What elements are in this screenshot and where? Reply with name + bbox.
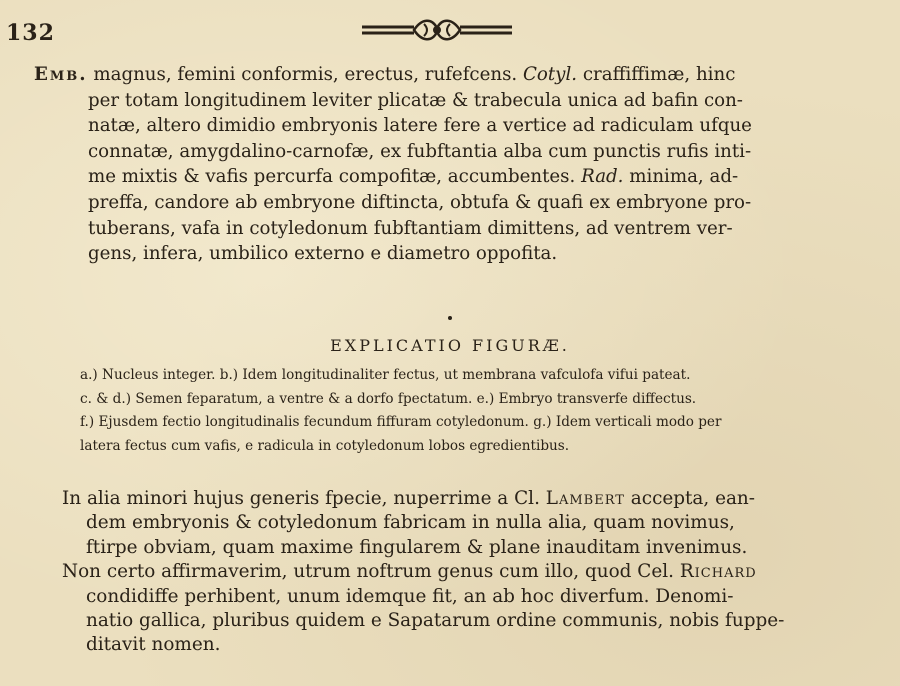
text-line xyxy=(34,62,890,88)
text-run: Cotyl. xyxy=(523,64,578,85)
text-line xyxy=(62,585,890,609)
text-run: connatæ, amygdalino-carnofæ, ex fubftantia alba cum punctis rufis inti- xyxy=(88,140,752,162)
text-run: preffa, candore ab embryone diftincta, obtufa & quafi ex embryone pro- xyxy=(88,191,752,213)
explanation-line: a.) Nucleus integer. b.) Idem longitudinaliter fectus, ut membrana vafculofa vifui pateat. xyxy=(80,367,691,383)
text-line xyxy=(62,487,890,511)
text-line xyxy=(34,88,890,114)
text-line xyxy=(62,560,890,584)
text-run: gens, infera, umbilico externo e diametro oppofita. xyxy=(88,243,558,265)
text-line xyxy=(62,633,890,657)
figure-explanation xyxy=(80,364,888,458)
text-run: condidiffe perhibent, unum idemque fit, an ab hoc diverfum. Denomi- xyxy=(86,585,734,607)
text-line xyxy=(34,164,890,190)
text-run: me mixtis & vafis percurfa compofitæ, accumbentes. xyxy=(88,166,582,188)
text-line xyxy=(34,190,890,216)
explanation-line: c. & d.) Semen feparatum, a ventre & a dorfo fpectatum. e.) Embryo transverfe diffectus. xyxy=(80,390,697,407)
text-line xyxy=(34,139,890,165)
text-run: Rad. xyxy=(581,166,624,188)
text-run: dem embryonis & cotyledonum fabricam in nulla alia, quam novimus, xyxy=(86,512,735,534)
embryo-description-paragraph xyxy=(34,62,890,267)
text-run: ditavit nomen. xyxy=(86,634,221,656)
text-run: Richard xyxy=(679,561,757,583)
text-line xyxy=(62,536,890,560)
text-run: minima, ad- xyxy=(623,166,739,188)
text-run: accepta, ean- xyxy=(624,488,755,509)
text-run: natio gallica, pluribus quidem e Sapatarum ordine communis, nobis fuppe- xyxy=(86,610,785,632)
text-run: Non certo affirmaverim, utrum noftrum genus cum illo, quod Cel. xyxy=(62,561,680,583)
text-run: tuberans, vafa in cotyledonum fubftantiam dimittens, ad ventrem ver- xyxy=(88,217,733,239)
heading-dot xyxy=(448,316,452,320)
text-run: In alia minori hujus generis fpecie, nuperrime a Cl. xyxy=(62,488,546,509)
text-run: natæ, altero dimidio embryonis latere fere a vertice ad radiculam ufque xyxy=(88,115,752,137)
text-run: magnus, femini conformis, erectus, rufefcens. xyxy=(87,64,523,85)
text-run: Emb. xyxy=(34,64,88,85)
text-line xyxy=(62,511,890,535)
text-line xyxy=(34,113,890,139)
ornament-icon xyxy=(362,14,512,48)
explanation-line: f.) Ejusdem fectio longitudinalis fecundum fiffuram cotyledonum. g.) Idem verticali modo per xyxy=(80,414,722,430)
text-run: craffiffimæ, hinc xyxy=(577,64,736,85)
text-line xyxy=(62,609,890,633)
text-line xyxy=(34,241,890,267)
text-line xyxy=(34,216,890,242)
lower-paragraph xyxy=(62,487,890,658)
explanation-line: latera fectus cum vafis, e radicula in cotyledonum lobos egredientibus. xyxy=(80,437,570,454)
text-run: Lambert xyxy=(545,488,625,509)
text-run: ftirpe obviam, quam maxime fingularem & plane inauditam invenimus. xyxy=(86,536,748,558)
text-run: per totam longitudinem leviter plicatæ & trabecula unica ad bafin con- xyxy=(88,89,743,111)
page-number: 132 xyxy=(6,20,55,46)
explicatio-heading: EXPLICATIO FIGURÆ. xyxy=(330,336,570,355)
